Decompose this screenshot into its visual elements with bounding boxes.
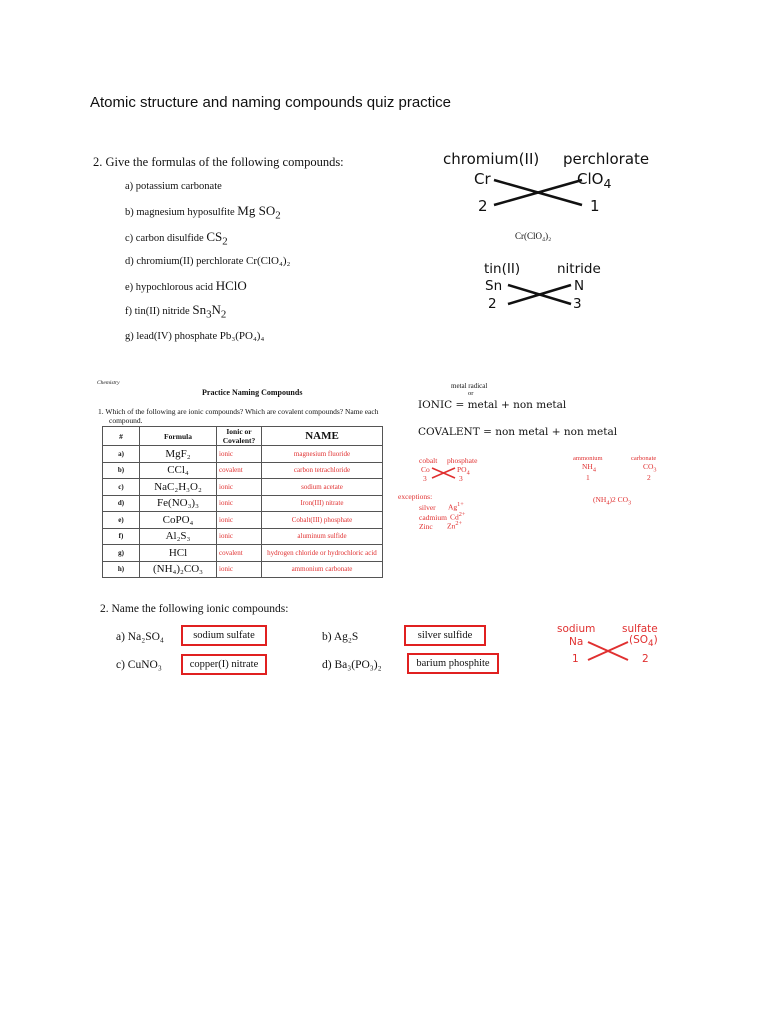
cobalt-cross-arrows — [431, 466, 457, 480]
row-name: carbon tetrachloride — [262, 462, 383, 479]
row-type: covalent — [217, 462, 262, 479]
q2-answer-g: Pb₃(PO₄)₄ — [219, 330, 265, 342]
cross3-left-symbol: Na — [569, 636, 584, 648]
note-cobalt: cobalt — [419, 456, 438, 465]
note-zinc: Zinc — [419, 522, 433, 531]
cross3-right-num: 2 — [642, 653, 649, 665]
q2-item-b: b) magnesium hyposulfite Mg $SO_2$ — [125, 203, 281, 222]
note-nh4-2-co3: $(NH_4)2$ $CO_3$ — [593, 495, 632, 507]
cross3-left-num: 1 — [572, 653, 579, 665]
q2b-answer-c: copper(I) nitrate — [181, 654, 267, 675]
row-type: covalent — [217, 545, 262, 562]
row-formula: Al₂S₃ — [140, 528, 217, 545]
table-row — [103, 561, 383, 578]
col-number: # — [103, 427, 140, 446]
note-covalent-rule: COVALENT = non metal + non metal — [418, 426, 618, 438]
col-name: NAME — [262, 427, 383, 446]
row-type: ionic — [217, 512, 262, 529]
q2b-label-c: c) CuNO₃ — [116, 659, 162, 671]
cross1-arrows — [490, 176, 590, 210]
row-type: ionic — [217, 446, 262, 463]
row-name: magnesium fluoride — [262, 446, 383, 463]
table-header-row — [103, 427, 383, 446]
row-formula: CCl₄ — [140, 462, 217, 479]
question-2b-heading: 2. Name the following ionic compounds: — [100, 603, 289, 615]
worksheet-question-1-cont: compound. — [109, 416, 143, 425]
cross1-right-num: 1 — [590, 197, 600, 215]
row-number: h) — [103, 561, 140, 578]
note-cd: $Cd^{2+}$ — [450, 511, 466, 522]
row-number: e) — [103, 512, 140, 529]
note-zn: $Zn^{2+}$ — [447, 520, 462, 531]
cross1-right-symbol: ClO$_4$ — [577, 170, 612, 191]
worksheet-title: Practice Naming Compounds — [202, 388, 303, 397]
row-number: a) — [103, 446, 140, 463]
table-row — [103, 545, 383, 562]
row-number: g) — [103, 545, 140, 562]
q2-answer-c: $CS_2$ — [206, 229, 228, 248]
col-type: Ionic or Covalent? — [217, 427, 262, 446]
row-name: sodium acetate — [262, 479, 383, 496]
note-carbonate: carbonate — [631, 455, 657, 462]
table-row — [103, 495, 383, 512]
q2-item-g: g) lead(IV) phosphate Pb₃(PO₄)₄ — [125, 330, 265, 342]
q2-item-a: a) potassium carbonate — [125, 181, 222, 192]
compounds-table — [102, 426, 383, 578]
row-number: b) — [103, 462, 140, 479]
question-2-heading: 2. Give the formulas of the following compounds: — [93, 155, 344, 169]
page-title: Atomic structure and naming compounds quiz practice — [90, 94, 452, 111]
row-name: ammonium carbonate — [262, 561, 383, 578]
note-silver: silver — [419, 503, 436, 512]
worksheet-question-1: 1. Which of the following are ionic compounds? Which are covalent compounds? Name each — [98, 407, 379, 416]
cross2-left-symbol: Sn — [485, 278, 503, 294]
q2b-answer-a: sodium sulfate — [181, 625, 267, 646]
q2b-label-d: d) Ba₃(PO₃)₂ — [322, 659, 382, 671]
row-type: ionic — [217, 495, 262, 512]
q2b-answer-b: silver sulfide — [404, 625, 486, 646]
q2-item-d: d) chromium(II) perchlorate Cr(ClO₄)₂ — [125, 255, 291, 267]
note-num-3a: 3 — [423, 474, 427, 483]
q2-item-c: c) carbon disulfide $CS_2$ — [125, 229, 228, 248]
table-row — [103, 512, 383, 529]
row-formula: MgF₂ — [140, 446, 217, 463]
cross1-result: Cr(ClO₄)₂ — [515, 231, 552, 241]
row-number: f) — [103, 528, 140, 545]
note-po: $PO_4$ — [457, 465, 470, 477]
row-type: ionic — [217, 528, 262, 545]
cross2-left-name: tin(II) — [484, 261, 521, 277]
row-formula: Fe(NO₃)₃ — [140, 495, 217, 512]
note-metal-radical: metal radical — [451, 382, 488, 390]
note-cadmium: cadmium — [419, 513, 447, 522]
q2-item-e: e) hypochlorous acid HClO — [125, 278, 247, 293]
cross3-right-symbol: $(SO_4)$ — [629, 634, 658, 650]
q2-answer-b: Mg $SO_2$ — [237, 203, 281, 222]
row-formula: HCl — [140, 545, 217, 562]
table-row — [103, 462, 383, 479]
cross1-left-num: 2 — [478, 197, 488, 215]
cross2-right-name: nitride — [557, 261, 601, 277]
note-ionic-rule: IONIC = metal + non metal — [418, 399, 567, 411]
note-phosphate: phosphate — [447, 456, 478, 465]
cross3-arrows — [585, 638, 631, 664]
cross3-right-name: sulfate — [622, 623, 658, 635]
row-formula: (NH₄)₂CO₃ — [140, 561, 217, 578]
row-name: aluminum sulfide — [262, 528, 383, 545]
q2-answer-e: HClO — [215, 278, 247, 293]
cross1-right-name: perchlorate — [563, 150, 650, 168]
cross2-left-num: 2 — [488, 296, 497, 312]
row-type: ionic — [217, 561, 262, 578]
note-exceptions: exceptions: — [398, 492, 433, 501]
cross1-left-symbol: Cr — [474, 170, 491, 188]
note-nh4: $NH_4$ — [582, 462, 596, 474]
row-formula: NaC₂H₃O₂ — [140, 479, 217, 496]
worksheet-header: Chemistry — [97, 380, 120, 386]
row-formula: CoPO₄ — [140, 512, 217, 529]
q2-item-f: f) tin(II) nitride $Sn_3N_2$ — [125, 302, 227, 321]
note-co3: $CO_3$ — [643, 462, 657, 474]
q2b-label-a: a) Na₂SO₄ — [116, 631, 164, 643]
row-number: c) — [103, 479, 140, 496]
cross2-right-num: 3 — [573, 296, 582, 312]
row-number: d) — [103, 495, 140, 512]
cross2-right-symbol: N — [574, 278, 585, 294]
q2-answer-f: $Sn_3N_2$ — [192, 302, 227, 321]
col-formula: Formula — [140, 427, 217, 446]
note-ag: $Ag^{1+}$ — [448, 501, 464, 512]
note-num-2: 2 — [647, 473, 651, 482]
q2-answer-d: Cr(ClO₄)₂ — [246, 255, 291, 267]
note-or: or — [468, 390, 474, 397]
note-ammonium: ammonium — [573, 455, 603, 462]
table-row — [103, 446, 383, 463]
note-co: Co — [421, 465, 430, 474]
cross2-arrows — [505, 281, 575, 309]
table-row — [103, 528, 383, 545]
cross3-left-name: sodium — [557, 623, 596, 635]
cross1-left-name: chromium(II) — [443, 150, 540, 168]
note-num-3b: 3 — [459, 474, 463, 483]
table-row — [103, 479, 383, 496]
q2b-answer-d: barium phosphite — [407, 653, 499, 674]
row-name: Cobalt(III) phosphate — [262, 512, 383, 529]
q2b-label-b: b) Ag₂S — [322, 631, 359, 643]
note-num-1: 1 — [586, 473, 590, 482]
row-name: hydrogen chloride or hydrochloric acid — [262, 545, 383, 562]
row-type: ionic — [217, 479, 262, 496]
row-name: Iron(III) nitrate — [262, 495, 383, 512]
